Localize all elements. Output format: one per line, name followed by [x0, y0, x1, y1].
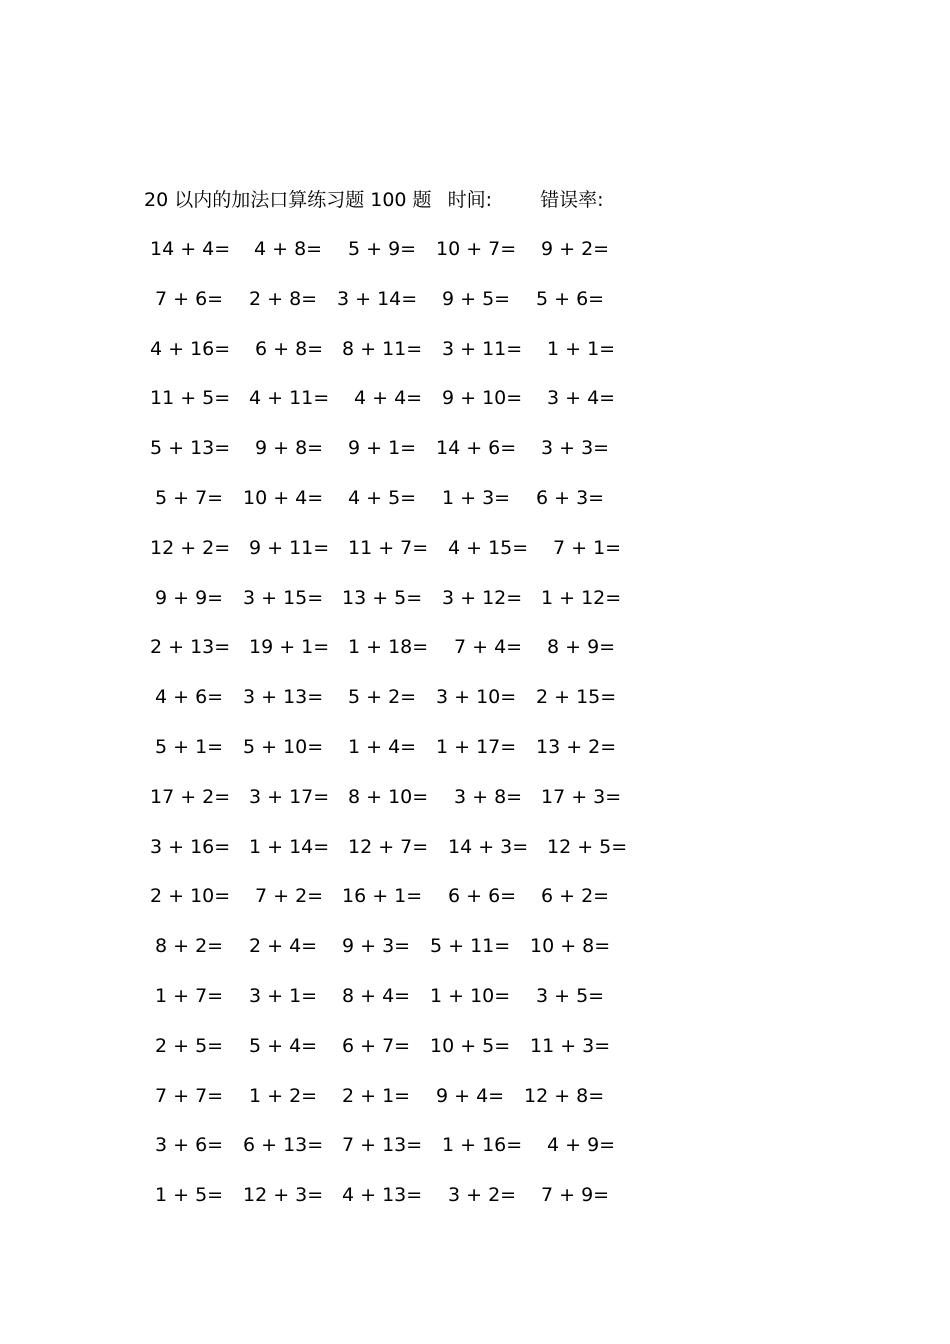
problem-item: 1 + 17= — [436, 736, 517, 758]
problem-item: 16 + 1= — [342, 885, 423, 908]
problem-item: 8 + 9= — [547, 636, 616, 659]
problem-item: 4 + 13= — [342, 1184, 423, 1207]
problem-item: 10 + 8= — [530, 935, 611, 958]
problem-item: 10 + 4= — [243, 487, 324, 509]
problem-item: 14 + 3= — [448, 835, 529, 858]
problem-item: 3 + 4= — [547, 387, 616, 410]
problem-item: 2 + 4= — [249, 935, 318, 958]
problem-item: 3 + 2= — [448, 1184, 517, 1207]
problem-item: 3 + 1= — [249, 985, 318, 1007]
problem-item: 3 + 12= — [442, 586, 523, 609]
problem-item: 13 + 5= — [342, 586, 423, 609]
problem-item: 9 + 10= — [442, 387, 523, 410]
problem-item: 2 + 8= — [249, 287, 318, 310]
problem-item: 5 + 9= — [348, 238, 417, 260]
problem-item: 14 + 4= — [150, 238, 231, 260]
problem-item: 7 + 9= — [541, 1184, 610, 1207]
problem-item: 3 + 3= — [541, 437, 610, 460]
problem-item: 3 + 15= — [243, 586, 324, 609]
problem-item: 6 + 7= — [342, 1034, 411, 1057]
problem-item: 6 + 2= — [541, 885, 610, 908]
problem-item: 6 + 8= — [255, 337, 324, 360]
problem-item: 1 + 1= — [547, 337, 616, 360]
problem-item: 5 + 2= — [348, 686, 417, 709]
problem-item: 9 + 4= — [436, 1084, 505, 1107]
problem-item: 1 + 14= — [249, 835, 330, 858]
problem-item: 5 + 6= — [536, 287, 605, 310]
problem-item: 8 + 2= — [155, 935, 224, 958]
problem-item: 1 + 10= — [430, 985, 511, 1007]
problem-item: 4 + 11= — [249, 387, 330, 410]
problem-item: 3 + 5= — [536, 985, 605, 1007]
problem-item: 4 + 15= — [448, 536, 529, 559]
problem-item: 12 + 7= — [348, 835, 429, 858]
problem-item: 2 + 13= — [150, 636, 231, 659]
problem-item: 9 + 11= — [249, 536, 330, 559]
problem-item: 10 + 5= — [430, 1034, 511, 1057]
problem-item: 1 + 18= — [348, 636, 429, 659]
problem-item: 7 + 1= — [553, 536, 622, 559]
problem-item: 1 + 7= — [155, 985, 224, 1007]
problem-item: 2 + 5= — [155, 1034, 224, 1057]
problem-item: 7 + 2= — [255, 885, 324, 908]
problem-item: 9 + 9= — [155, 586, 224, 609]
problem-item: 4 + 9= — [547, 1134, 616, 1157]
problem-item: 9 + 1= — [348, 437, 417, 460]
problem-item: 8 + 4= — [342, 985, 411, 1007]
problem-item: 3 + 16= — [150, 835, 231, 858]
problem-item: 17 + 2= — [150, 785, 231, 808]
problem-item: 1 + 3= — [442, 487, 511, 509]
problem-item: 19 + 1= — [249, 636, 330, 659]
problem-item: 11 + 7= — [348, 536, 429, 559]
problem-item: 9 + 2= — [541, 238, 610, 260]
problem-item: 14 + 6= — [436, 437, 517, 460]
problem-item: 9 + 5= — [442, 287, 511, 310]
problem-item: 9 + 3= — [342, 935, 411, 958]
problem-item: 5 + 1= — [155, 736, 224, 758]
problem-item: 12 + 8= — [524, 1084, 605, 1107]
problem-item: 4 + 16= — [150, 337, 231, 360]
problem-item: 7 + 13= — [342, 1134, 423, 1157]
problem-item: 3 + 14= — [337, 287, 418, 310]
problem-item: 6 + 3= — [536, 487, 605, 509]
problem-item: 5 + 10= — [243, 736, 324, 758]
worksheet-title: 20 以内的加法口算练习题 100 题 — [144, 189, 432, 211]
problem-item: 3 + 17= — [249, 785, 330, 808]
problem-item: 1 + 5= — [155, 1184, 224, 1207]
error-rate-label: 错误率: — [540, 189, 604, 211]
problem-item: 3 + 6= — [155, 1134, 224, 1157]
problem-item: 6 + 6= — [448, 885, 517, 908]
problem-item: 12 + 5= — [547, 835, 628, 858]
problem-item: 10 + 7= — [436, 238, 517, 260]
problem-item: 5 + 11= — [430, 935, 511, 958]
problem-item: 8 + 11= — [342, 337, 423, 360]
problem-item: 5 + 4= — [249, 1034, 318, 1057]
problem-item: 3 + 8= — [454, 785, 523, 808]
problem-item: 13 + 2= — [536, 736, 617, 758]
problem-item: 7 + 6= — [155, 287, 224, 310]
problem-item: 3 + 13= — [243, 686, 324, 709]
problem-item: 12 + 3= — [243, 1184, 324, 1207]
problem-item: 9 + 8= — [255, 437, 324, 460]
problem-item: 2 + 10= — [150, 885, 231, 908]
problem-item: 6 + 13= — [243, 1134, 324, 1157]
problem-item: 4 + 8= — [254, 238, 323, 260]
problem-item: 4 + 6= — [155, 686, 224, 709]
problem-item: 7 + 4= — [454, 636, 523, 659]
problem-item: 3 + 10= — [436, 686, 517, 709]
problem-item: 1 + 4= — [348, 736, 417, 758]
problem-item: 5 + 7= — [155, 487, 224, 509]
problem-item: 7 + 7= — [155, 1084, 224, 1107]
problem-item: 3 + 11= — [442, 337, 523, 360]
problem-item: 8 + 10= — [348, 785, 429, 808]
time-label: 时间: — [447, 189, 493, 211]
problem-item: 5 + 13= — [150, 437, 231, 460]
problem-item: 11 + 5= — [150, 387, 231, 410]
problem-item: 4 + 5= — [348, 487, 417, 509]
problem-item: 11 + 3= — [530, 1034, 611, 1057]
problem-item: 4 + 4= — [354, 387, 423, 410]
problem-item: 1 + 16= — [442, 1134, 523, 1157]
problem-item: 1 + 2= — [249, 1084, 318, 1107]
problem-item: 17 + 3= — [541, 785, 622, 808]
problem-item: 2 + 1= — [342, 1084, 411, 1107]
problem-item: 2 + 15= — [536, 686, 617, 709]
problem-item: 12 + 2= — [150, 536, 231, 559]
problem-item: 1 + 12= — [541, 586, 622, 609]
